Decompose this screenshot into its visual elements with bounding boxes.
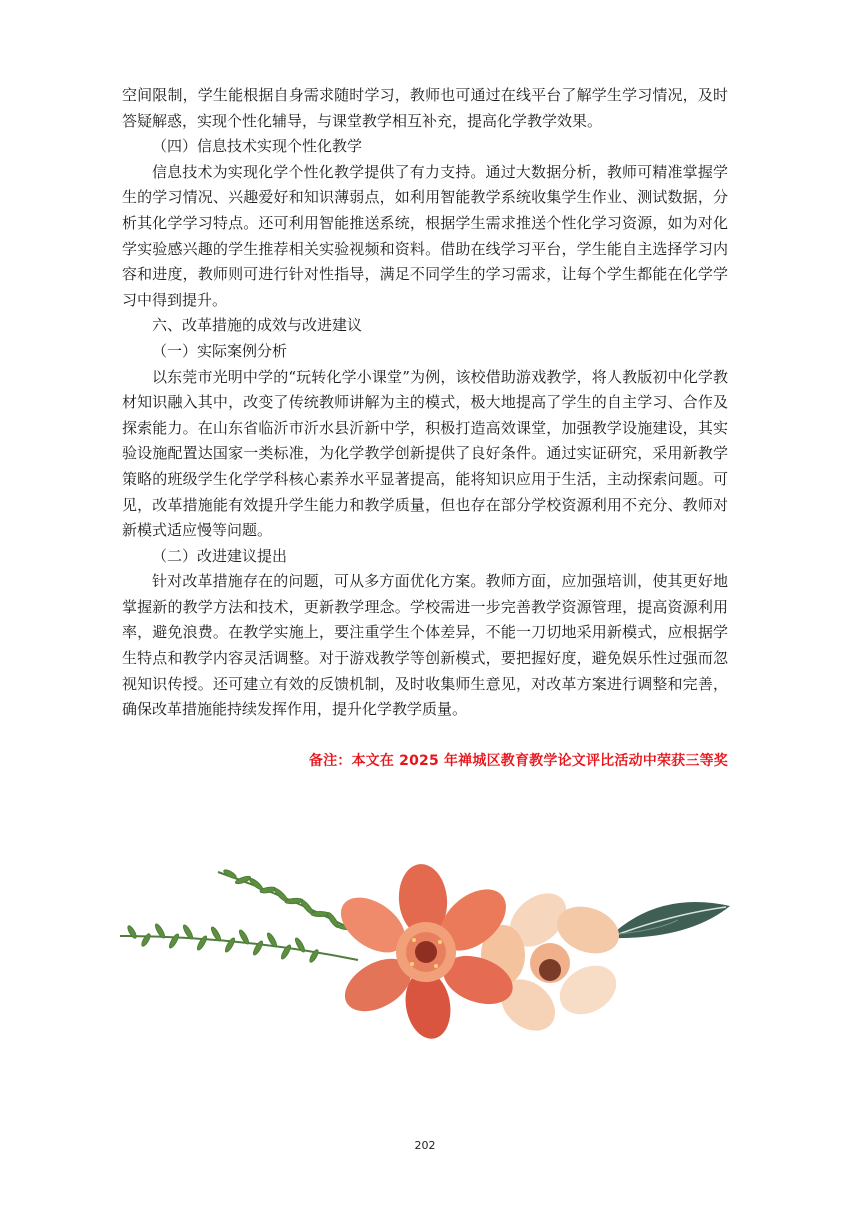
chapter-heading-6: 六、改革措施的成效与改进建议 xyxy=(152,316,363,335)
section-heading-case: （一）实际案例分析 xyxy=(152,341,288,360)
leaf-icon xyxy=(608,902,730,938)
section-heading-4: （四）信息技术实现个性化教学 xyxy=(152,137,363,156)
section-heading-suggestions: （二）改进建议提出 xyxy=(152,546,288,565)
paragraph-case-analysis: 以东莞市光明中学的“玩转化学小课堂”为例，该校借助游戏教学，将人教版初中化学教材知识融入其中，改变了传统教师讲解为主的模式，极大地提高了学生的自主学习、合作及探索能力。在山东省临沂市沂水县沂新中学，积极打造高效课堂，加强教学设施建设，其实验设施配置达国家一类标准，为化学教学创新提供了良好条件。通过实证研究，采用新教学策略的班级学生化学学科核心素养水平显著提高，能将知识应用于生活，主动探索问题。可见，改革措施能有效提升学生能力和教学质量，但也存在部分学校资源利用不充分、教师对新模式适应慢等问题。 xyxy=(122,367,728,540)
paragraph-continuation: 空间限制，学生能根据自身需求随时学习，教师也可通过在线平台了解学生学习情况，及时答疑解惑，实现个性化辅导，与课堂教学相互补充，提高化学教学效果。 xyxy=(122,86,728,130)
paragraph-personalized-teaching: 信息技术为实现化学个性化教学提供了有力支持。通过大数据分析，教师可精准掌握学生的学习情况、兴趣爱好和知识薄弱点，如利用智能教学系统收集学生作业、测试数据，分析其化学学习特点。还可利用智能推送系统，根据学生需求推送个性化学习资源，如为对化学实验感兴趣的学生推荐相关实验视频和资料。借助在线学习平台，学生能自主选择学习内容和进度，教师则可进行针对性指导，满足不同学生的学习需求，让每个学生都能在化学学习中得到提升。 xyxy=(122,162,728,309)
article-body xyxy=(122,83,728,723)
page-number: 202 xyxy=(414,1139,436,1152)
paragraph-suggestions: 针对改革措施存在的问题，可从多方面优化方案。教师方面，应加强培训，使其更好地掌握新的教学方法和技术，更新教学理念。学校需进一步完善教学资源管理，提高资源利用率，避免浪费。在教学实施上，要注重学生个体差异，不能一刀切地采用新模式，应根据学生特点和教学内容灵活调整。对于游戏教学等创新模式，要把握好度，避免娱乐性过强而忽视知识传授。还可建立有效的反馈机制，及时收集师生意见，对改革方案进行调整和完善，确保改革措施能持续发挥作用，提升化学教学质量。 xyxy=(122,572,728,719)
flower-illustration xyxy=(118,860,738,1040)
award-note: 备注：本文在 2025 年禅城区教育教学论文评比活动中荣获三等奖 xyxy=(308,753,728,769)
fern-lower-icon xyxy=(120,923,358,963)
